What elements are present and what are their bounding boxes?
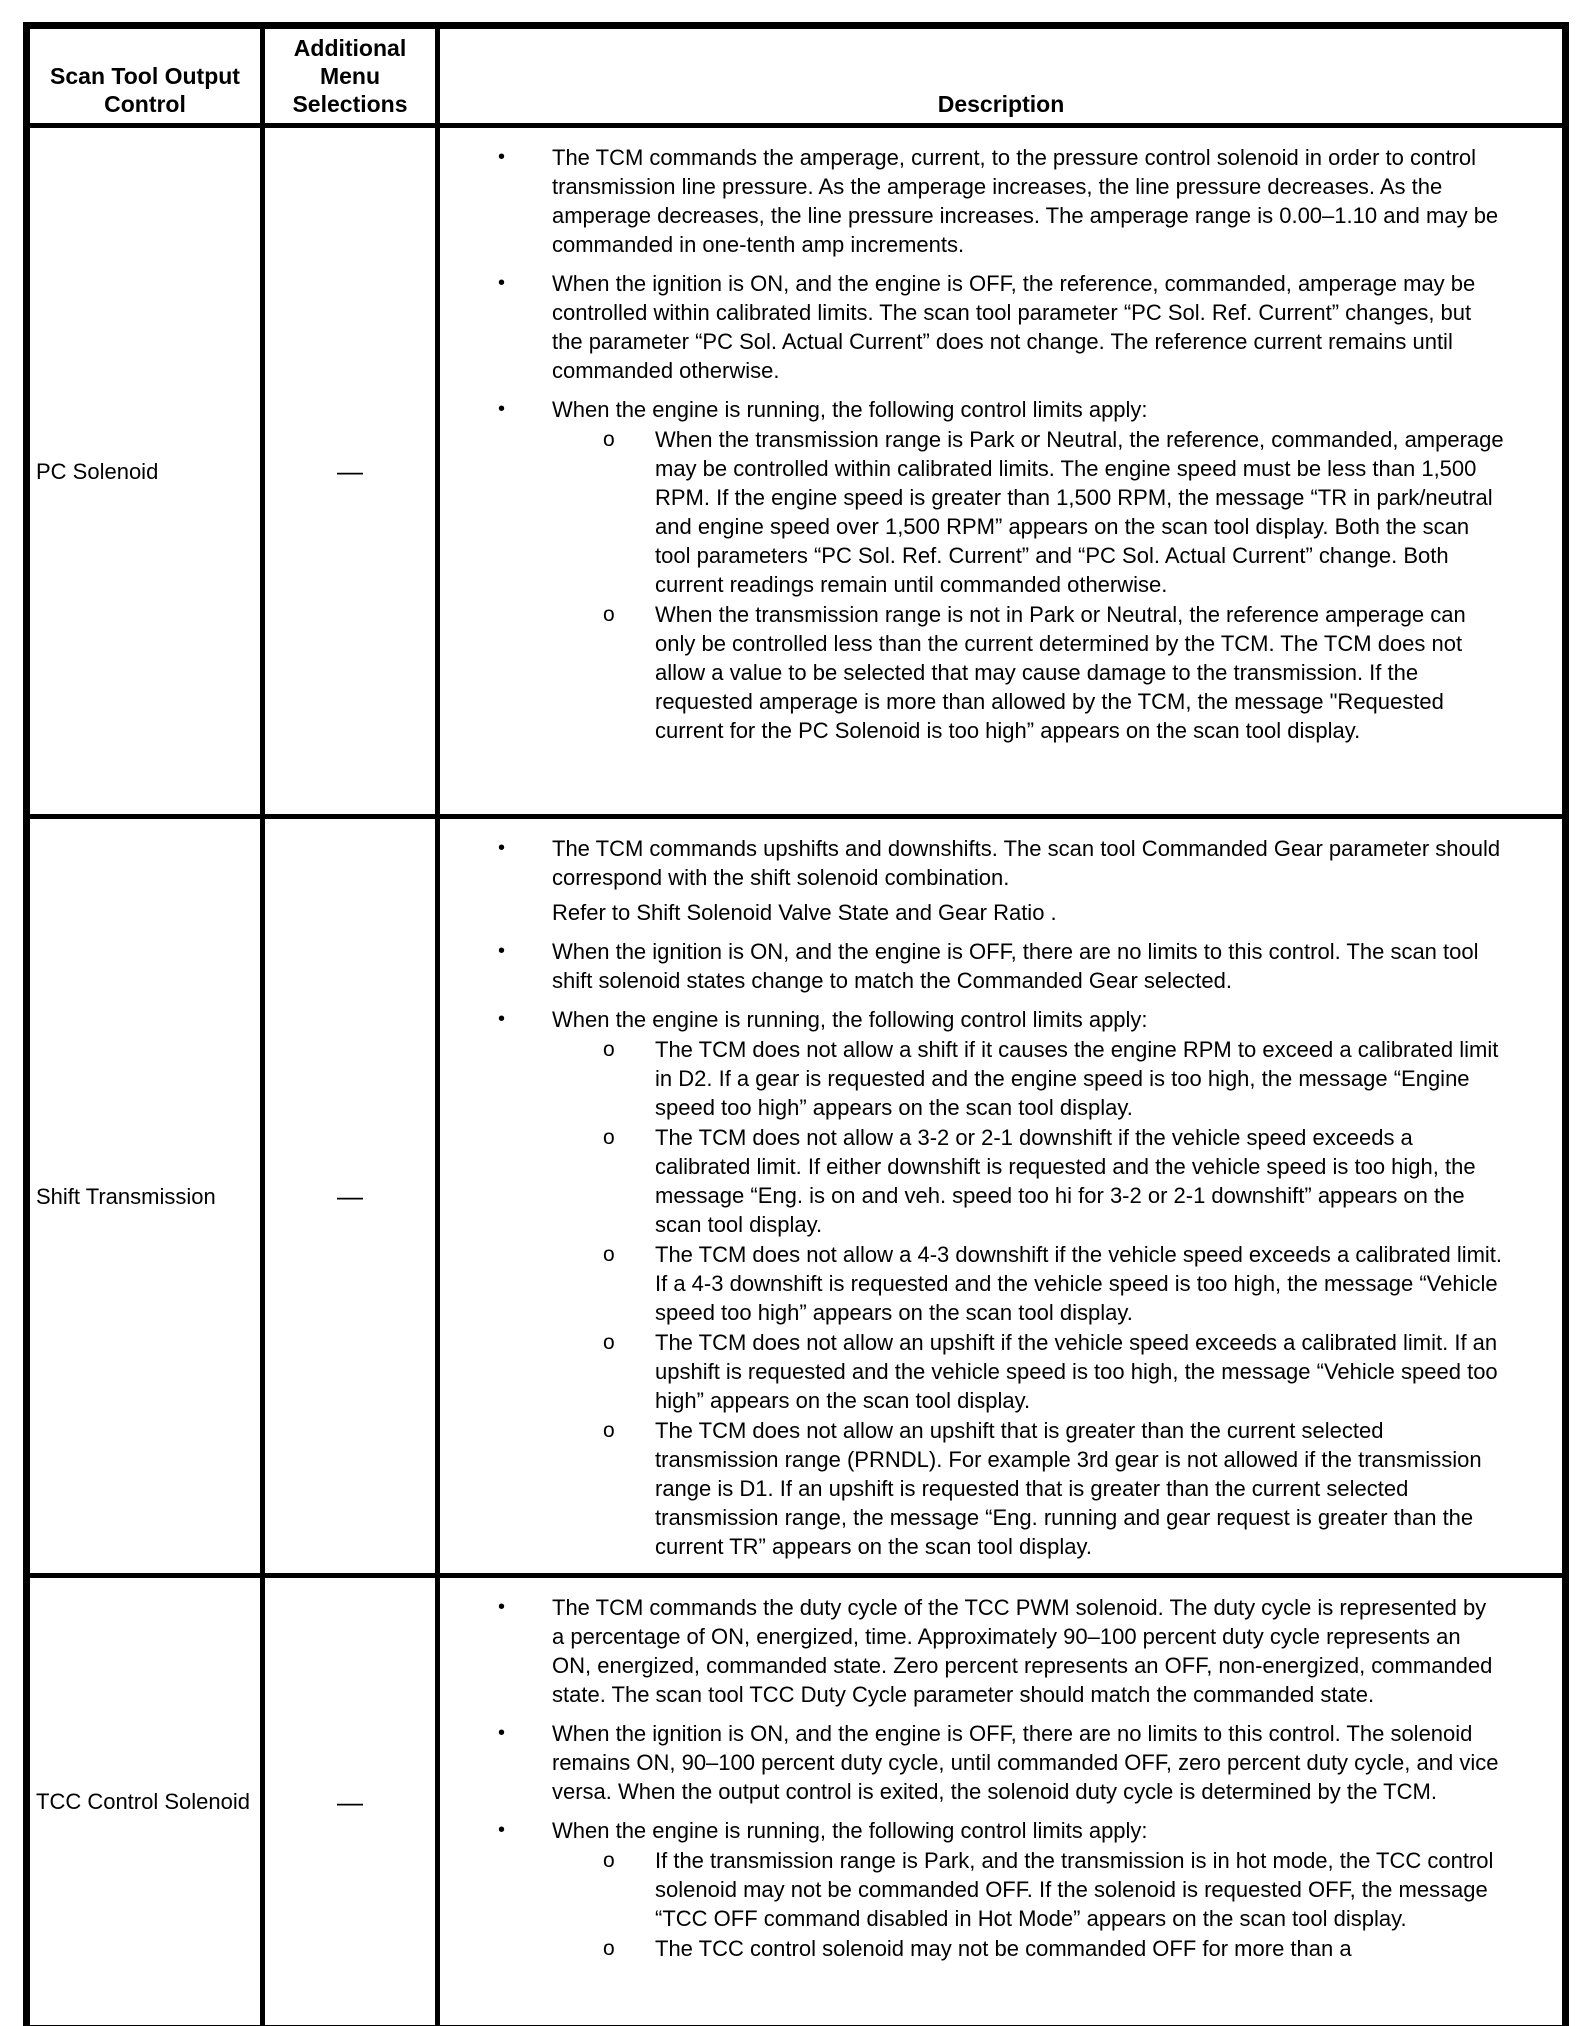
description-item bbox=[440, 1328, 1504, 1415]
description-cell bbox=[438, 1576, 1566, 2026]
description-item bbox=[440, 1005, 1504, 1034]
description-text: If the transmission range is Park, and the transmission is in hot mode, the TCC control solenoid may not be commanded OFF. If the solenoid is requested OFF, the message “TCC OFF command disabled in Hot Mode” appears on the scan tool display. bbox=[655, 1848, 1494, 1931]
description-text: The TCM commands upshifts and downshifts. The scan tool Commanded Gear parameter should correspond with the shift solenoid combination. bbox=[552, 836, 1501, 890]
description-item bbox=[440, 1123, 1504, 1239]
description-body bbox=[440, 1578, 1562, 2025]
circle-bullet-icon: o bbox=[603, 603, 615, 626]
bullet-icon: • bbox=[498, 1722, 506, 1744]
description-item bbox=[440, 1035, 1504, 1122]
circle-bullet-icon: o bbox=[603, 1937, 615, 1960]
table-row bbox=[27, 126, 1566, 817]
bullet-icon: • bbox=[498, 1819, 506, 1841]
table-header bbox=[27, 26, 1566, 126]
description-item bbox=[440, 1593, 1504, 1709]
header-scan-tool-output-control: Scan Tool Output Control bbox=[27, 26, 263, 126]
description-body bbox=[440, 819, 1562, 1573]
description-item bbox=[440, 898, 1504, 927]
description-item bbox=[440, 1416, 1504, 1561]
description-item bbox=[440, 143, 1504, 259]
additional-menu-cell: — bbox=[263, 1576, 438, 2026]
bullet-icon: • bbox=[498, 1008, 506, 1030]
table-row bbox=[27, 817, 1566, 1576]
description-item bbox=[440, 395, 1504, 424]
bullet-icon: • bbox=[498, 1596, 506, 1618]
circle-bullet-icon: o bbox=[603, 1243, 615, 1266]
description-text: When the engine is running, the following control limits apply: bbox=[552, 1007, 1148, 1032]
description-item bbox=[440, 600, 1504, 745]
bullet-icon: • bbox=[498, 272, 506, 294]
description-text: The TCC control solenoid may not be commanded OFF for more than a bbox=[655, 1936, 1352, 1961]
description-cell bbox=[438, 126, 1566, 817]
output-control-cell: PC Solenoid bbox=[27, 126, 263, 817]
description-text: When the transmission range is Park or Neutral, the reference, commanded, amperage may be controlled within calibrated limits. The engine speed must be less than 1,500 RPM. If the engine speed is greater than 1,500 RPM, the message “TR in park/neutral and engine speed over 1,500 RPM” appears on the scan tool display. Both the scan tool parameters “PC Sol. Ref. Current” and “PC Sol. Actual Current” change. Both current readings remain until commanded otherwise. bbox=[655, 427, 1504, 597]
bullet-icon: • bbox=[498, 146, 506, 168]
bullet-icon: • bbox=[498, 837, 506, 859]
description-text: The TCM does not allow a 3-2 or 2-1 downshift if the vehicle speed exceeds a calibrated limit. If either downshift is requested and the vehicle speed is too high, the message “Eng. is on and veh. speed too hi for 3-2 or 2-1 downshift” appears on the scan tool display. bbox=[655, 1125, 1476, 1237]
description-item bbox=[440, 937, 1504, 995]
circle-bullet-icon: o bbox=[603, 1331, 615, 1354]
bullet-icon: • bbox=[498, 940, 506, 962]
description-item bbox=[440, 1816, 1504, 1845]
table-body bbox=[27, 126, 1566, 2026]
description-text: The TCM does not allow an upshift if the vehicle speed exceeds a calibrated limit. If an upshift is requested and the vehicle speed is too high, the message “Vehicle speed too high” appears on the scan tool display. bbox=[655, 1330, 1498, 1413]
circle-bullet-icon: o bbox=[603, 1038, 615, 1061]
circle-bullet-icon: o bbox=[603, 1419, 615, 1442]
description-text: When the engine is running, the following control limits apply: bbox=[552, 397, 1148, 422]
description-text: The TCM does not allow a 4-3 downshift if the vehicle speed exceeds a calibrated limit. If a 4-3 downshift is requested and the vehicle speed is too high, the message “Vehicle speed too high” appears on the scan tool display. bbox=[655, 1242, 1503, 1325]
additional-menu-cell: — bbox=[263, 126, 438, 817]
output-control-cell: TCC Control Solenoid bbox=[27, 1576, 263, 2026]
description-item bbox=[440, 1934, 1504, 1963]
description-body bbox=[440, 128, 1562, 814]
description-text: The TCM commands the duty cycle of the TCC PWM solenoid. The duty cycle is represented by a percentage of ON, energized, time. Approximately 90–100 percent duty cycle represents an ON, energized, commanded state. Zero percent represents an OFF, non-energized, commanded state. The scan tool TCC Duty Cycle parameter should match the commanded state. bbox=[552, 1595, 1493, 1707]
description-text: The TCM does not allow an upshift that is greater than the current selected transmission range (PRNDL). For example 3rd gear is not allowed if the transmission range is D1. If an upshift is requested that is greater than the current selected transmission range, the message “Eng. running and gear request is greater than the current TR” appears on the scan tool display. bbox=[655, 1418, 1482, 1559]
description-item bbox=[440, 1719, 1504, 1806]
description-item bbox=[440, 425, 1504, 599]
description-text: The TCM does not allow a shift if it causes the engine RPM to exceed a calibrated limit in D2. If a gear is requested and the engine speed is too high, the message “Engine speed too high” appears on the scan tool display. bbox=[655, 1037, 1499, 1120]
description-item bbox=[440, 1240, 1504, 1327]
description-text: When the ignition is ON, and the engine is OFF, there are no limits to this control. The scan tool shift solenoid states change to match the Commanded Gear selected. bbox=[552, 939, 1479, 993]
circle-bullet-icon: o bbox=[603, 428, 615, 451]
header-additional-menu-selections: Additional Menu Selections bbox=[263, 26, 438, 126]
description-text: When the engine is running, the following control limits apply: bbox=[552, 1818, 1148, 1843]
table-row bbox=[27, 1576, 1566, 2026]
description-item bbox=[440, 1846, 1504, 1933]
header-description: Description bbox=[438, 26, 1566, 126]
description-cell bbox=[438, 817, 1566, 1576]
circle-bullet-icon: o bbox=[603, 1126, 615, 1149]
description-text: When the transmission range is not in Park or Neutral, the reference amperage can only be controlled less than the current determined by the TCM. The TCM does not allow a value to be selected that may cause damage to the transmission. If the requested amperage is more than allowed by the TCM, the message "Requested current for the PC Solenoid is too high” appears on the scan tool display. bbox=[655, 602, 1466, 743]
circle-bullet-icon: o bbox=[603, 1849, 615, 1872]
description-text: Refer to Shift Solenoid Valve State and Gear Ratio . bbox=[552, 900, 1057, 925]
scan-tool-output-control-table bbox=[23, 22, 1569, 2026]
description-text: When the ignition is ON, and the engine is OFF, there are no limits to this control. The solenoid remains ON, 90–100 percent duty cycle, until commanded OFF, zero percent duty cycle, and vice versa. When the output control is exited, the solenoid duty cycle is determined by the TCM. bbox=[552, 1721, 1499, 1804]
description-text: When the ignition is ON, and the engine is OFF, the reference, commanded, amperage may be controlled within calibrated limits. The scan tool parameter “PC Sol. Ref. Current” changes, but the parameter “PC Sol. Actual Current” does not change. The reference current remains until commanded otherwise. bbox=[552, 271, 1476, 383]
additional-menu-cell: — bbox=[263, 817, 438, 1576]
description-text: The TCM commands the amperage, current, to the pressure control solenoid in order to control transmission line pressure. As the amperage increases, the line pressure decreases. As the amperage decreases, the line pressure increases. The amperage range is 0.00–1.10 and may be commanded in one-tenth amp increments. bbox=[552, 145, 1499, 257]
description-item bbox=[440, 269, 1504, 385]
bullet-icon: • bbox=[498, 398, 506, 420]
description-item bbox=[440, 834, 1504, 892]
output-control-cell: Shift Transmission bbox=[27, 817, 263, 1576]
